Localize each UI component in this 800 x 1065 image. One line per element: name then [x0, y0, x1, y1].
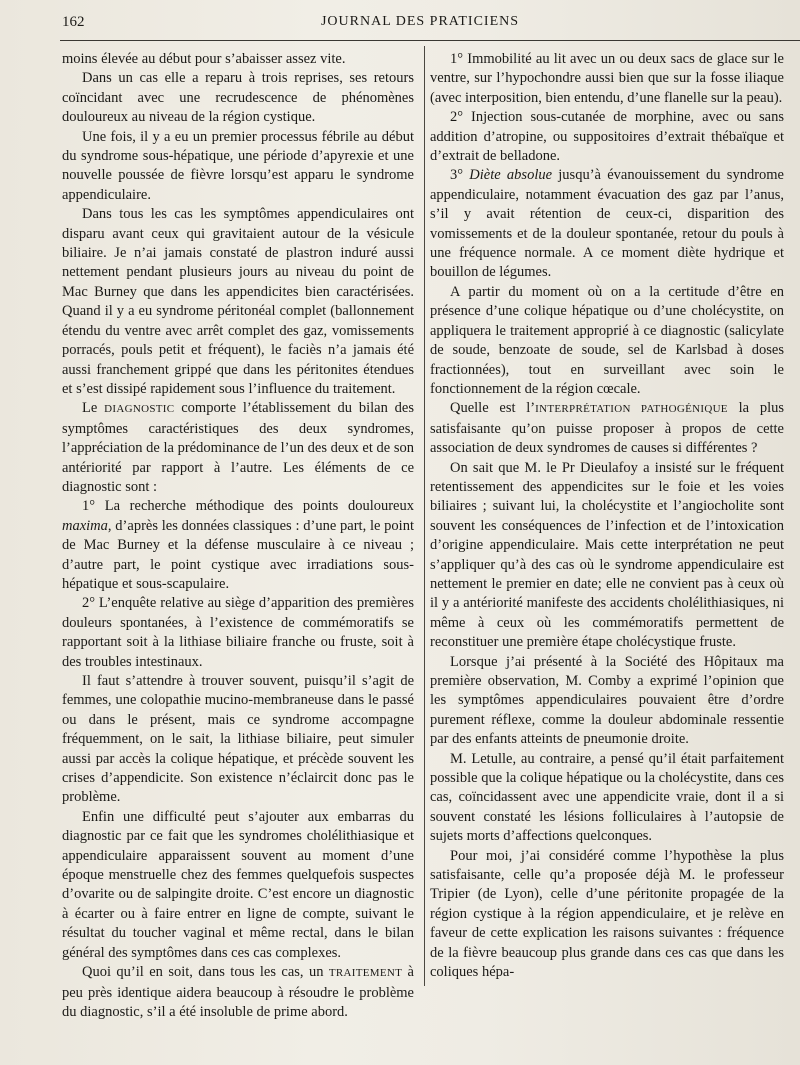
italic-term: maxima: [62, 517, 108, 534]
paragraph-text: jusqu’à évanouissement du syndrome appendiculaire, notamment évacuation des gaz par l’anus, s’il y avait rétention de ceux-ci, disparition des vomissements et de la douleur spontanée, retour du pouls à une fréquence normale. A ce moment diète hydrique et bouillon de légumes.: [430, 167, 784, 281]
section-term-diagnostic: DIAGNOSTIC: [104, 403, 175, 416]
page-number: 162: [62, 14, 85, 30]
paragraph: Lorsque j’ai présenté à la Société des Hôpitaux ma première observation, M. Comby a exprimé l’opinion que les symptômes appendiculaires pouvaient être d’ordre purement réflexe, comme la douleur abdominale ressentie par des enfants atteints de pneumonie droite.: [430, 653, 784, 748]
paragraph-text: comporte l’établissement du bilan des symptômes caractéristiques des deux syndromes, l’appréciation de la prédominance de l’un des deux et de son antériorité par rapport à l’autre. Les éléments de ce diagnostic sont :: [62, 400, 415, 495]
page-header: [0, 14, 800, 36]
paragraph: Dans tous les cas les symptômes appendiculaires ont disparu avant ceux qui gravitaient autour de la vésicule biliaire. Je n’ai jamais constaté de plastron induré aussi nettement pendant plusieurs jours au niveau du point de Mac Burney que dans les appendicites bien caractérisées. Quand il y a eu syndrome péritonéal complet (ballonnement étendu du ventre avec arrêt complet des gaz, vomissements porracés, pouls petit et fréquent), le faciès n’a jamais été aussi franchement grippé que dans les péritonites étendues et s’est dissipé rapidement sous l’influence du traitement.: [62, 206, 414, 397]
section-term-interpretation: INTERPRÉTATION PATHOGÉNIQUE: [535, 403, 728, 416]
paragraph: [62, 963, 414, 1022]
paragraph: Pour moi, j’ai considéré comme l’hypothèse la plus satisfaisante, celle qu’a proposée déjà M. le professeur Tripier (de Lyon), celle d’une péritonite propagée de la région cystique à la région appendiculaire, et je relève en faveur de cette explication les raisons suivantes : fréquence de la fièvre beaucoup plus grande dans ces cas que dans les coliques hépa-: [430, 847, 784, 981]
paragraph: A partir du moment où on a la certitude d’être en présence d’une colique hépatique ou d’une cholécystite, on appliquera le traitement approprié à ce diagnostic (salicylate de soude, benzoate de soude, sel de Karlsbad à doses fractionnées), tout en surveillant avec soin le fonctionnement de la région cœcale.: [430, 283, 784, 397]
paragraph-text: 1° La recherche méthodique des points douloureux: [82, 498, 414, 515]
paragraph-text: Quelle est l’: [450, 400, 536, 417]
column-divider: [424, 46, 425, 986]
right-column: [430, 50, 784, 983]
paragraph: moins élevée au début pour s’abaisser assez vite.: [62, 51, 346, 67]
paragraph: [62, 399, 414, 497]
paragraph: [430, 399, 784, 458]
paragraph: Dans un cas elle a reparu à trois reprises, ses retours coïncidant avec une recrudescence de phénomènes douloureux au niveau de la région cystique.: [62, 70, 414, 126]
paragraph: M. Letulle, au contraire, a pensé qu’il était parfaitement possible que la colique hépatique ou la cholécystite, dans ces cas, coïncidassent avec une appendicite vraie, dont il a si souvent constaté les lésions folliculaires à l’autopsie de sujets morts d’affections quelconques.: [430, 750, 784, 845]
paragraph: 2° L’enquête relative au siège d’apparition des premières douleurs spontanées, à l’existence de commémoratifs se rapportant soit à la lithiase biliaire franche ou fruste, soit à des troubles intestinaux.: [62, 595, 414, 670]
paragraph-text: , d’après les données classiques : d’une part, le point de Mac Burney et la défense musculaire à ce niveau ; d’autre part, le point cystique avec irradiations sous-hépatique et sous-scapulaire.: [62, 517, 414, 592]
left-column: [62, 50, 414, 1022]
paragraph-text: à peu près identique aidera beaucoup à résoudre le problème du diagnostic, s’il a été insoluble de prime abord.: [62, 964, 414, 1020]
section-term-traitement: TRAITEMENT: [328, 967, 403, 980]
paragraph: Enfin une difficulté peut s’ajouter aux embarras du diagnostic par ce fait que les syndromes cholélithiasique et appendiculaire apparaissent souvent au moment d’une époque menstruelle chez des femmes quelquefois suspectes d’ovarite ou de salpingite droite. C’est encore un diagnostic à écarter ou à faire entrer en ligne de compte, suivant le résultat du toucher vaginal et même rectal, dans le bilan général des symptômes dans ces cas complexes.: [62, 808, 414, 961]
header-rule: [60, 40, 800, 41]
paragraph-text: Quoi qu’il en soit, dans tous les cas, un: [82, 964, 329, 981]
paragraph: [62, 497, 414, 594]
paragraph: 2° Injection sous-cutanée de morphine, avec ou sans addition d’atropine, ou suppositoires d’extrait thébaïque et d’extrait de belladone.: [430, 109, 784, 165]
paragraph-text: la plus satisfaisante qu’on puisse proposer à propos de cette association de deux syndromes de causes si différentes ?: [430, 400, 784, 457]
paragraph: On sait que M. le Pr Dieulafoy a insisté sur le fréquent retentissement des appendicites sur le foie et les voies biliaires ; suivant lui, la cholécystite et l’angiocholite sont souvent les conséquences de l’infection et de l’intoxication d’origine appendiculaire. Mais cette interprétation ne peut s’appliquer qu’à des cas où le syndrome appendiculaire est nettement le premier en date; elle ne convient pas à ceux où il y a antériorité manifeste des accidents cholélithiasiques, ni même à ceux où les commémoratifs permettent de reconstituer une première étape cholécystique fruste.: [430, 459, 784, 651]
italic-term: Diète absolue: [469, 167, 553, 184]
running-title: JOURNAL DES PRATICIENS: [320, 14, 520, 29]
paragraph: 1° Immobilité au lit avec un ou deux sacs de glace sur le ventre, sur l’hypochondre aussi bien que sur la fosse iliaque (avec interposition, bien entendu, d’une flanelle sur la peau).: [430, 51, 784, 106]
paragraph: [430, 166, 784, 282]
paragraph-text: 3°: [450, 167, 470, 184]
paragraph-text: Le: [82, 400, 105, 417]
paragraph: Il faut s’attendre à trouver souvent, puisqu’il s’agit de femmes, une colopathie mucino-membraneuse dans le passé ou dans le présent, mais ce syndrome accompagne fréquemment, on le sait, la lithiase biliaire, peut simuler aussi par accès la colique hépatique, et précède souvent les crises d’appendicite. Son existence n’éclaircit donc pas le problème.: [62, 673, 414, 806]
paragraph: Une fois, il y a eu un premier processus fébrile au début du syndrome sous-hépatique, une période d’apyrexie et une nouvelle poussée de fièvre lorsqu’est apparu le syndrome appendiculaire.: [62, 128, 414, 203]
